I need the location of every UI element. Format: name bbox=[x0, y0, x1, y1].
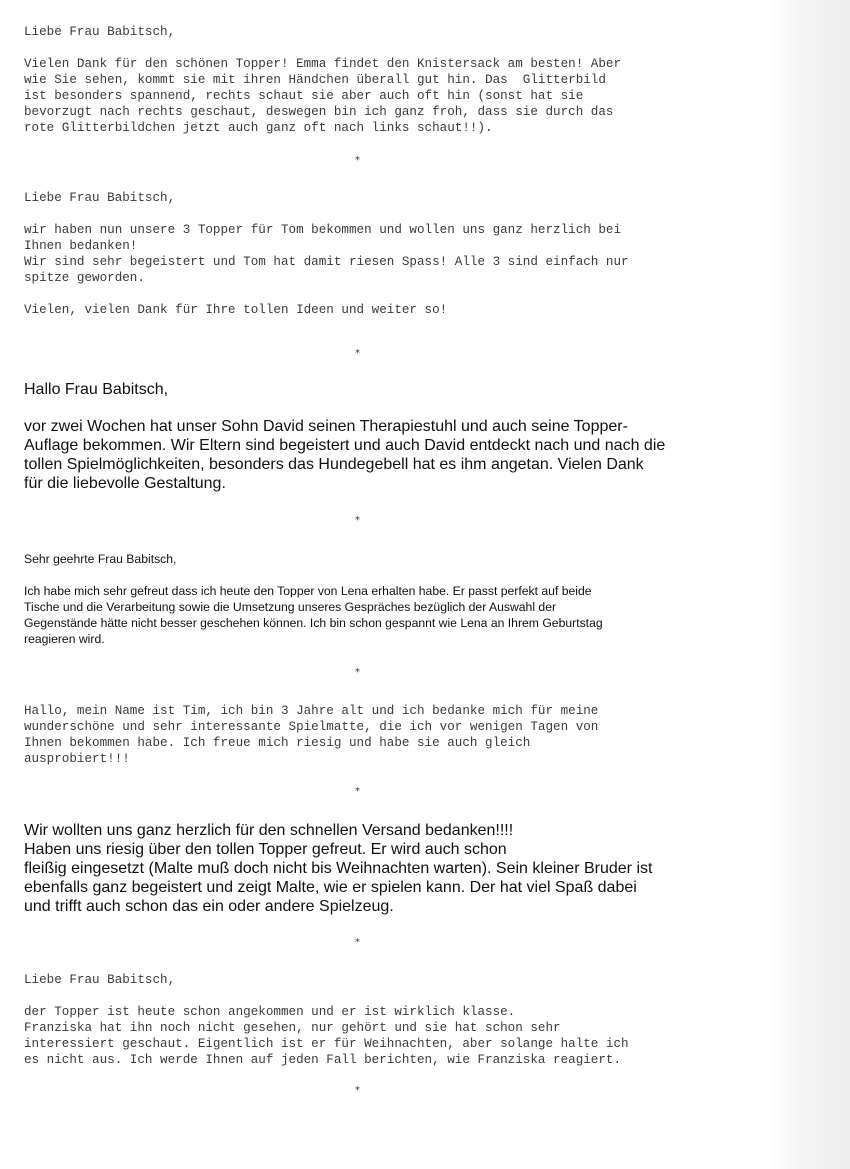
letter-greeting: Liebe Frau Babitsch, bbox=[24, 973, 176, 987]
letter-greeting: Liebe Frau Babitsch, bbox=[24, 25, 176, 39]
separator-asterisk: * bbox=[355, 515, 360, 526]
letter-line: Franziska hat ihn noch nicht gesehen, nur gehört und sie hat schon sehr bbox=[24, 1021, 561, 1035]
letter-line: Hallo, mein Name ist Tim, ich bin 3 Jahre alt und ich bedanke mich für meine bbox=[24, 704, 599, 718]
letter-line: der Topper ist heute schon angekommen und er ist wirklich klasse. bbox=[24, 1005, 516, 1019]
letter-line: Ihnen bedanken! bbox=[24, 239, 138, 253]
letter-line: Gegenstände hätte nicht besser geschehen können. Ich bin schon gespannt wie Lena an Ihrem Geburtstag bbox=[24, 616, 603, 630]
letter-line: es nicht aus. Ich werde Ihnen auf jeden Fall berichten, wie Franziska reagiert. bbox=[24, 1053, 622, 1067]
letter-line: rote Glitterbildchen jetzt auch ganz oft nach links schaut!!). bbox=[24, 121, 493, 135]
separator-asterisk: * bbox=[355, 348, 360, 359]
letter-line: ausprobiert!!! bbox=[24, 752, 130, 766]
letter-line: reagieren wird. bbox=[24, 632, 105, 646]
letter-line: Tische und die Verarbeitung sowie die Umsetzung unseres Gespräches bezüglich der Auswahl der bbox=[24, 600, 557, 614]
letter-line: Haben uns riesig über den tollen Topper gefreut. Er wird auch schon bbox=[24, 841, 507, 858]
letter-closing: Vielen, vielen Dank für Ihre tollen Ideen und weiter so! bbox=[24, 303, 448, 317]
letter-greeting: Liebe Frau Babitsch, bbox=[24, 191, 176, 205]
letter-david bbox=[24, 380, 704, 493]
letter-line: interessiert geschaut. Eigentlich ist er für Weihnachten, aber solange halte ich bbox=[24, 1037, 629, 1051]
letter-line: ist besonders spannend, rechts schaut sie aber auch oft hin (sonst hat sie bbox=[24, 89, 584, 103]
letter-line: wie Sie sehen, kommt sie mit ihren Händchen überall gut hin. Das Glitterbild bbox=[24, 73, 606, 87]
separator-asterisk: * bbox=[355, 937, 360, 948]
letter-line: Ich habe mich sehr gefreut dass ich heute den Topper von Lena erhalten habe. Er passt perfekt auf beide bbox=[24, 584, 592, 598]
letter-line: vor zwei Wochen hat unser Sohn David seinen Therapiestuhl und auch seine Topper- bbox=[24, 418, 628, 435]
separator-asterisk: * bbox=[355, 667, 360, 678]
letter-lena bbox=[24, 551, 704, 647]
letter-line: spitze geworden. bbox=[24, 271, 145, 285]
letter-line: für die liebevolle Gestaltung. bbox=[24, 475, 226, 492]
letter-line: ebenfalls ganz begeistert und zeigt Malte, wie er spielen kann. Der hat viel Spaß dabei bbox=[24, 879, 637, 896]
letter-line: und trifft auch schon das ein oder andere Spielzeug. bbox=[24, 898, 394, 915]
letter-line: tollen Spielmöglichkeiten, besonders das Hundegebell hat es ihm angetan. Vielen Dank bbox=[24, 456, 644, 473]
letter-line: Wir sind sehr begeistert und Tom hat damit riesen Spass! Alle 3 sind einfach nur bbox=[24, 255, 629, 269]
scan-edge-shadow bbox=[770, 0, 850, 1169]
letter-line: Auflage bekommen. Wir Eltern sind begeistert und auch David entdeckt nach und nach die bbox=[24, 437, 666, 454]
letter-tim bbox=[24, 703, 704, 767]
letter-line: Wir wollten uns ganz herzlich für den schnellen Versand bedanken!!!! bbox=[24, 822, 514, 839]
separator-asterisk: * bbox=[355, 1085, 360, 1096]
letter-line: Vielen Dank für den schönen Topper! Emma findet den Knistersack am besten! Aber bbox=[24, 57, 622, 71]
letter-line: bevorzugt nach rechts geschaut, deswegen bin ich ganz froh, dass sie durch das bbox=[24, 105, 614, 119]
letter-line: wunderschöne und sehr interessante Spielmatte, die ich vor wenigen Tagen von bbox=[24, 720, 599, 734]
letter-line: wir haben nun unsere 3 Topper für Tom bekommen und wollen uns ganz herzlich bei bbox=[24, 223, 622, 237]
letter-line: fleißig eingesetzt (Malte muß doch nicht bis Weihnachten warten). Sein kleiner Bruder ist bbox=[24, 860, 653, 877]
letter-greeting: Sehr geehrte Frau Babitsch, bbox=[24, 552, 177, 566]
letter-malte bbox=[24, 821, 704, 916]
letter-franziska bbox=[24, 972, 704, 1068]
letter-greeting: Hallo Frau Babitsch, bbox=[24, 381, 169, 398]
separator-asterisk: * bbox=[355, 786, 360, 797]
letter-line: Ihnen bekommen habe. Ich freue mich riesig und habe sie auch gleich bbox=[24, 736, 531, 750]
letter-tom bbox=[24, 190, 704, 318]
letter-emma bbox=[24, 24, 704, 136]
separator-asterisk: * bbox=[355, 155, 360, 166]
